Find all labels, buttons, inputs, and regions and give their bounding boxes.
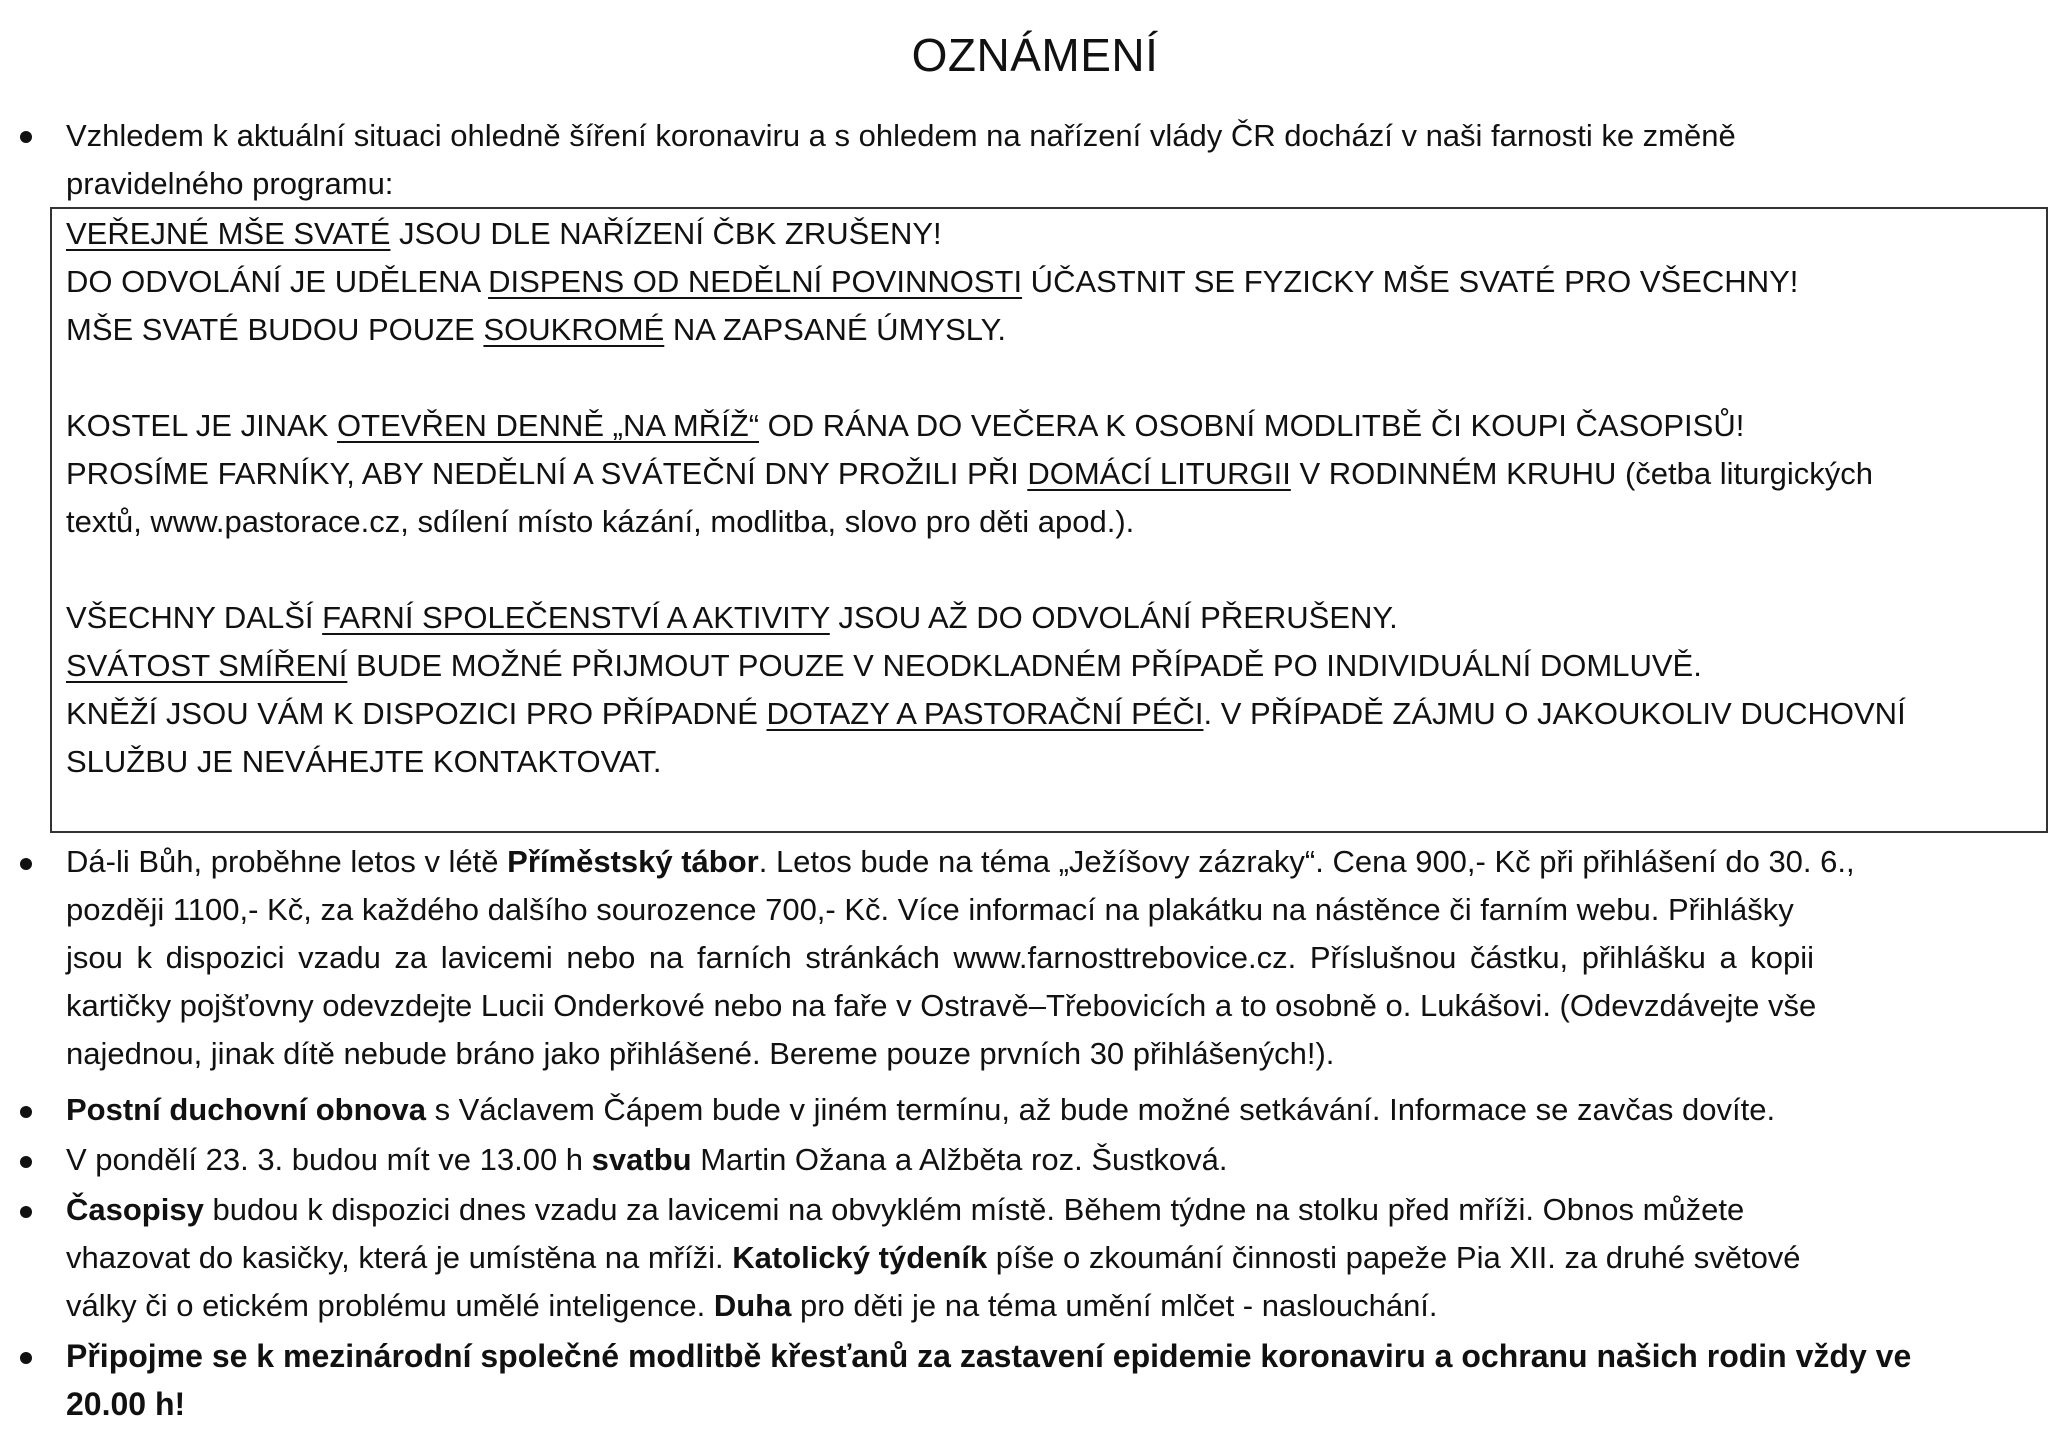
retreat-paragraph	[66, 1086, 2050, 1134]
notice-line	[66, 594, 1398, 642]
notice-text: VŠECHNY DALŠÍ	[66, 600, 323, 635]
notice-line	[66, 258, 1798, 306]
magazine-name: Katolický týdeník	[732, 1240, 988, 1275]
notice-text: MŠE SVATÉ BUDOU POUZE	[66, 312, 484, 347]
notice-underlined: DOMÁCÍ LITURGII	[1027, 456, 1291, 491]
notice-text: JSOU DLE NAŘÍZENÍ ČBK ZRUŠENY!	[390, 216, 942, 251]
notice-text: KNĚŽÍ JSOU VÁM K DISPOZICI PRO PŘÍPADNÉ	[66, 696, 767, 731]
notice-text: PROSÍME FARNÍKY, ABY NEDĚLNÍ A SVÁTEČNÍ DNY PROŽILI PŘI	[66, 456, 1028, 491]
text: . Letos bude na téma „Ježíšovy zázraky“. Cena 900,- Kč při přihlášení do 30. 6.,	[758, 844, 1855, 879]
notice-line	[66, 210, 942, 258]
bullet-icon	[20, 1106, 32, 1118]
text: pro děti je na téma umění mlčet - naslouchání.	[791, 1288, 1438, 1323]
retreat-title: Postní duchovní obnova	[66, 1092, 426, 1127]
notice-underlined: SOUKROMÉ	[483, 312, 665, 347]
text: vhazovat do kasičky, která je umístěna na mříži.	[66, 1240, 733, 1275]
prayer-line-2: 20.00 h!	[66, 1386, 186, 1422]
notice-line	[66, 402, 1744, 450]
notice-text: NA ZAPSANÉ ÚMYSLY.	[664, 312, 1006, 347]
notice-text: ÚČASTNIT SE FYZICKY MŠE SVATÉ PRO VŠECHNY!	[1022, 264, 1799, 299]
text: budou k dispozici dnes vzadu za lavicemi na obvyklém místě. Během týdne na stolku před mříži. Obnos můžete	[203, 1192, 1745, 1227]
camp-line-5: najednou, jinak dítě nebude bráno jako přihlášené. Bereme pouze prvních 30 přihlášených!).	[66, 1036, 1335, 1071]
notice-text: DO ODVOLÁNÍ JE UDĚLENA	[66, 264, 489, 299]
text: Martin Ožana a Alžběta roz. Šustková.	[691, 1142, 1228, 1177]
notice-line	[66, 690, 1906, 738]
magazine-name: Duha	[713, 1288, 792, 1323]
bullet-icon	[20, 1206, 32, 1218]
camp-line-1	[66, 838, 2050, 886]
notice-text: JSOU AŽ DO ODVOLÁNÍ PŘERUŠENY.	[829, 600, 1398, 635]
magazines-line-1	[66, 1186, 2050, 1234]
intro-paragraph	[66, 112, 2050, 208]
notice-line: SLUŽBU JE NEVÁHEJTE KONTAKTOVAT.	[66, 744, 662, 779]
magazines-line-2	[66, 1234, 2050, 1282]
notice-underlined: VEŘEJNÉ MŠE SVATÉ	[66, 216, 391, 251]
camp-line-3: jsou k dispozici vzadu za lavicemi nebo na farních stránkách www.farnosttrebovice.cz. Příslušnou částku, přihlášku a kopii	[66, 940, 1815, 975]
bullet-icon	[20, 1352, 32, 1364]
notice-text: OD RÁNA DO VEČERA K OSOBNÍ MODLITBĚ ČI KOUPI ČASOPISŮ!	[759, 408, 1745, 443]
notice-line	[66, 306, 1006, 354]
text: Dá-li Bůh, proběhne letos v létě	[66, 844, 508, 879]
text: s Václavem Čápem bude v jiném termínu, až bude možné setkávání. Informace se zavčas dovíte.	[425, 1092, 1776, 1127]
notice-line	[66, 642, 1702, 690]
intro-line-2: pravidelného programu:	[66, 166, 394, 201]
text: píše o zkoumání činnosti papeže Pia XII. za druhé světové	[987, 1240, 1801, 1275]
wedding-paragraph	[66, 1136, 2050, 1184]
notice-line: textů, www.pastorace.cz, sdílení místo kázání, modlitba, slovo pro děti apod.).	[66, 504, 1135, 539]
notice-text: V RODINNÉM KRUHU (četba liturgických	[1290, 456, 1874, 491]
notice-text: KOSTEL JE JINAK	[66, 408, 338, 443]
text: války či o etickém problému umělé inteligence.	[66, 1288, 714, 1323]
page-title: OZNÁMENÍ	[911, 29, 1159, 81]
text: V pondělí 23. 3. budou mít ve 13.00 h	[66, 1142, 592, 1177]
wedding-bold: svatbu	[591, 1142, 692, 1177]
prayer-line-1: Připojme se k mezinárodní společné modlitbě křesťanů za zastavení epidemie koronaviru a ochranu našich rodin vždy ve	[66, 1338, 1912, 1374]
notice-text: BUDE MOŽNÉ PŘIJMOUT POUZE V NEODKLADNÉM PŘÍPADĚ PO INDIVIDUÁLNÍ DOMLUVĚ.	[347, 648, 1702, 683]
magazines-title: Časopisy	[66, 1192, 204, 1227]
retreat-line	[66, 1086, 2050, 1134]
bullet-icon	[20, 131, 32, 143]
bullet-icon	[20, 858, 32, 870]
camp-title: Příměstský tábor	[507, 844, 759, 879]
notice-line	[66, 450, 1873, 498]
notice-underlined: SVÁTOST SMÍŘENÍ	[66, 648, 348, 683]
notice-underlined: OTEVŘEN DENNĚ „NA MŘÍŽ“	[337, 408, 760, 443]
magazines-line-3	[66, 1282, 2050, 1330]
notice-underlined: FARNÍ SPOLEČENSTVÍ A AKTIVITY	[322, 600, 830, 635]
notice-text: . V PŘÍPADĚ ZÁJMU O JAKOUKOLIV DUCHOVNÍ	[1203, 696, 1906, 731]
camp-paragraph	[66, 838, 2050, 1078]
camp-line-4: kartičky pojšťovny odevzdejte Lucii Onderkové nebo na faře v Ostravě–Třebovicích a to osobně o. Lukášovi. (Odevzdávejte vše	[66, 988, 1817, 1023]
magazines-paragraph	[66, 1186, 2050, 1330]
bullet-icon	[20, 1156, 32, 1168]
prayer-paragraph	[66, 1332, 2050, 1428]
camp-line-2: později 1100,- Kč, za každého dalšího sourozence 700,- Kč. Více informací na plakátku na nástěnce či farním webu. Přihlášky	[66, 892, 1794, 927]
intro-line-1: Vzhledem k aktuální situaci ohledně šíření koronaviru a s ohledem na nařízení vlády ČR dochází v naši farnosti ke změně	[66, 118, 1736, 153]
notice-underlined: DISPENS OD NEDĚLNÍ POVINNOSTI	[488, 264, 1023, 299]
wedding-line	[66, 1136, 2050, 1184]
notice-underlined: DOTAZY A PASTORAČNÍ PÉČI	[766, 696, 1204, 731]
